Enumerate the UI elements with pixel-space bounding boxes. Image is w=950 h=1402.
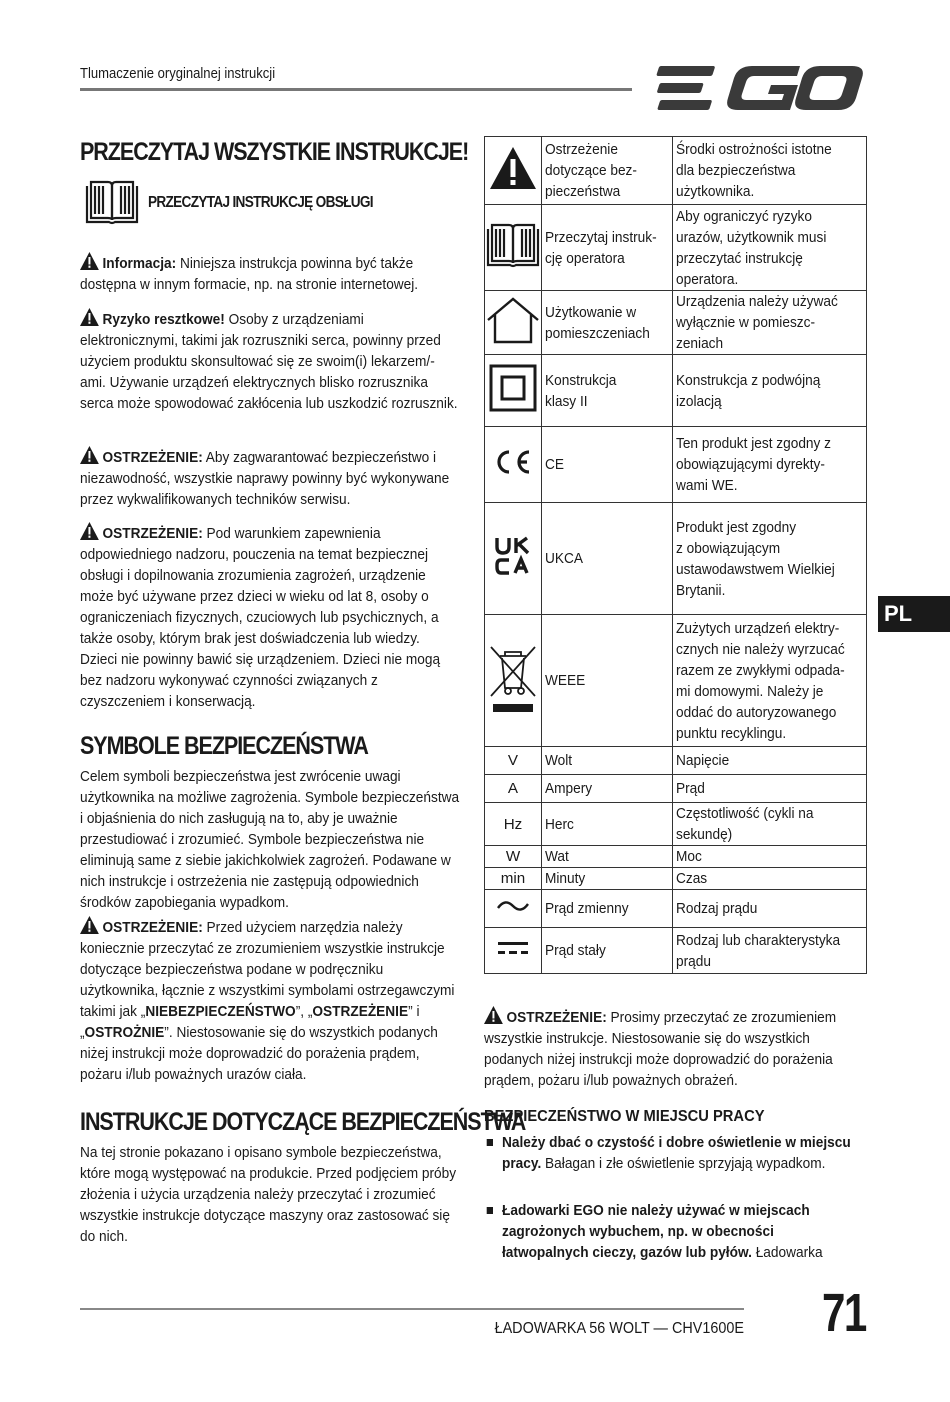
table-row <box>485 205 867 291</box>
table-row <box>485 890 867 928</box>
symbol-description: Produkt jest zgodny z obowiązującym ustawodawstwem Wielkiej Brytanii. <box>673 503 867 615</box>
heading-read-all: PRZECZYTAJ WSZYSTKIE INSTRUKCJE! <box>80 138 469 166</box>
warning-triangle-icon <box>80 522 99 540</box>
symbol-cell <box>485 846 542 868</box>
symbol-cell <box>485 775 542 803</box>
header-title: Tlumaczenie oryginalnej instrukcji <box>80 66 276 82</box>
list-item: Należy dbać o czystość i dobre oświetlenie w miejscu pracy. Bałagan i złe oświetlenie sprzyjają wypadkom. <box>484 1132 860 1174</box>
table-row <box>485 615 867 747</box>
symbol-description: Środki ostrożności istotne dla bezpieczeństwa użytkownika. <box>673 137 867 205</box>
symbol-description: Rodzaj prądu <box>673 890 867 928</box>
symbol-name: WEEE <box>542 615 673 747</box>
symbol-name: Przeczytaj instruk- cję operatora <box>542 205 673 291</box>
book-icon <box>485 205 542 291</box>
table-row <box>485 803 867 846</box>
symbol-text: W <box>505 848 521 865</box>
table-row <box>485 846 867 868</box>
symbol-name: Ostrzeżenie dotyczące bez- pieczeństwa <box>542 137 673 205</box>
heading-safety-symbols: SYMBOLE BEZPIECZEŃSTWA <box>80 732 368 760</box>
warning-triangle-icon <box>80 446 99 464</box>
symbol-name: Prąd zmienny <box>542 890 673 928</box>
ce-mark-icon <box>485 427 542 503</box>
instructions-paragraph: Na tej stronie pokazano i opisano symbole bezpieczeństwa, które mogą występować na produkcie. Przed podjęciem próby złożenia i użycia urządzenia należy przeczytać i zrozumieć wszystkie instrukcje dotyczące maszyny oraz zastosować się do nich. <box>80 1144 457 1245</box>
class-ii-icon <box>485 355 542 427</box>
symbol-description: Konstrukcja z podwójną izolacją <box>673 355 867 427</box>
table-row <box>485 355 867 427</box>
table-row <box>485 291 867 355</box>
warning-read-paragraph: OSTRZEŻENIE: Przed użyciem narzędzia należy koniecznie przeczytać ze zrozumieniem wszystkie instrukcje dotyczące bezpieczeństwa podane w podręczniku użytkownika, łącznie z wszystkimi symbolami ostrzegawczymi takimi jak „NIEBEZPIECZEŃSTWO”, „OSTRZEŻENIE” i „OSTROŻNIE”. Niestosowanie się do wszystkich podanych niżej instrukcji może doprowadzić do porażenia prądem, pożaru i/lub poważnych urazów ciała. <box>80 916 460 1085</box>
read-manual-label: PRZECZYTAJ INSTRUKCJĘ OBSŁUGI <box>148 194 373 211</box>
book-icon <box>84 178 140 226</box>
symbol-text: V <box>507 752 519 769</box>
symbol-name: Konstrukcja klasy II <box>542 355 673 427</box>
symbol-name: Herc <box>542 803 673 846</box>
symbol-description: Prąd <box>673 775 867 803</box>
symbol-name: Użytkowanie w pomieszczeniach <box>542 291 673 355</box>
warning-triangle-icon <box>484 1006 503 1024</box>
symbol-name: UKCA <box>542 503 673 615</box>
house-icon <box>485 291 542 355</box>
list-item: Ładowarki EGO nie należy używać w miejscach zagrożonych wybuchem, np. w obecności łatwopalnych cieczy, gazów lub pyłów. Ładowarka <box>484 1200 860 1263</box>
weee-bin-icon <box>485 615 542 747</box>
page-number: 71 <box>822 1283 866 1343</box>
symbols-table <box>484 136 867 974</box>
symbol-description: Czas <box>673 868 867 890</box>
warning-triangle-icon <box>80 308 99 326</box>
table-row <box>485 928 867 974</box>
residual-risk-paragraph: Ryzyko resztkowe! Osoby z urządzeniami elektronicznymi, takimi jak rozruszniki serca, powinny przed użyciem produktu skonsultować się ze swoim(i) lekarzem/-ami. Używanie urządzeń elektrycznych blisko rozrusznika serca może spowodować zakłócenia lub uszkodzić rozrusznik. <box>80 308 460 414</box>
table-row <box>485 427 867 503</box>
symbol-description: Rodzaj lub charakterystyka prądu <box>673 928 867 974</box>
ukca-mark-icon <box>485 503 542 615</box>
table-row <box>485 137 867 205</box>
symbol-description: Napięcie <box>673 747 867 775</box>
info-paragraph: Informacja: Niniejsza instrukcja powinna być także dostępna w innym formacie, np. na stronie internetowej. <box>80 252 460 295</box>
symbol-cell <box>485 747 542 775</box>
table-row <box>485 747 867 775</box>
symbol-text: A <box>507 780 519 797</box>
symbol-description: Częstotliwość (cykli na sekundę) <box>673 803 867 846</box>
table-row <box>485 503 867 615</box>
alternating-current-icon <box>485 890 542 928</box>
heading-safety-instructions: INSTRUKCJE DOTYCZĄCE BEZPIECZEŃSTWA <box>80 1108 526 1136</box>
symbol-description: Zużytych urządzeń elektry- cznych nie należy wyrzucać razem ze zwykłymi odpada- mi domowymi. Należy je oddać do autoryzowanego punktu recyklingu. <box>673 615 867 747</box>
symbol-cell <box>485 868 542 890</box>
symbol-name: Ampery <box>542 775 673 803</box>
warning-repairs-paragraph: OSTRZEŻENIE: Aby zagwarantować bezpieczeństwo i niezawodność, wszystkie naprawy powinny być wykonywane przez wykwalifikowanych techników serwisu. <box>80 446 460 510</box>
language-tab: PL <box>878 596 950 632</box>
warning-triangle-icon <box>80 916 99 934</box>
symbol-name: Minuty <box>542 868 673 890</box>
symbol-name: Prąd stały <box>542 928 673 974</box>
warning-right-paragraph: OSTRZEŻENIE: Prosimy przeczytać ze zrozumieniem wszystkie instrukcje. Niestosowanie się do wszystkich podanych niżej instrukcji może doprowadzić do porażenia prądem, pożaru i/lub poważnych obrażeń. <box>484 1006 862 1091</box>
warning-triangle-icon <box>80 252 99 270</box>
heading-workplace: BEZPIECZEŃSTWO W MIEJSCU PRACY <box>484 1108 765 1125</box>
ego-logo <box>652 64 864 112</box>
symbol-text: Hz <box>503 815 523 833</box>
symbol-description: Ten produkt jest zgodny z obowiązującymi dyrekty- wami WE. <box>673 427 867 503</box>
symbols-paragraph: Celem symboli bezpieczeństwa jest zwrócenie uwagi użytkownika na możliwe zagrożenia. Symbole bezpieczeństwa i objaśnienia do nich zasługują na to, aby je uważnie przestudiować i zrozumieć. Symbole bezpieczeństwa nie eliminują same z siebie jakichkolwiek zagrożeń. Podawane w nich instrukcje i ostrzeżenia nie zastępują odpowiednich środków zapobiegania wypadkom. <box>80 768 460 911</box>
header-rule <box>80 88 632 91</box>
footer-product: ŁADOWARKA 56 WOLT — CHV1600E <box>494 1320 744 1337</box>
warning-triangle-icon <box>485 137 542 205</box>
symbol-name: Wolt <box>542 747 673 775</box>
symbol-name: CE <box>542 427 673 503</box>
table-row <box>485 868 867 890</box>
table-row <box>485 775 867 803</box>
symbol-text: min <box>500 870 526 887</box>
symbol-description: Urządzenia należy używać wyłącznie w pomieszc- zeniach <box>673 291 867 355</box>
footer-rule <box>80 1308 744 1310</box>
symbol-description: Moc <box>673 846 867 868</box>
direct-current-icon <box>485 928 542 974</box>
warning-children-paragraph: OSTRZEŻENIE: Pod warunkiem zapewnienia odpowiedniego nadzoru, pouczenia na temat bezpiecznej obsługi i dopilnowania zrozumienia zagrożeń, urządzenie może być używane przez dzieci w wieku od lat 8, osoby o ograniczeniach fizycznych, czuciowych lub psychicznych, a także osoby, którym brak jest doświadczenia lub wiedzy. Dzieci nie powinny bawić się urządzeniem. Dzieci nie mogą bez nadzoru wykonywać czynności związanych z czyszczeniem i konserwacją. <box>80 522 460 712</box>
symbol-description: Aby ograniczyć ryzyko urazów, użytkownik musi przeczytać instrukcję operatora. <box>673 205 867 291</box>
symbol-cell <box>485 803 542 846</box>
symbol-name: Wat <box>542 846 673 868</box>
